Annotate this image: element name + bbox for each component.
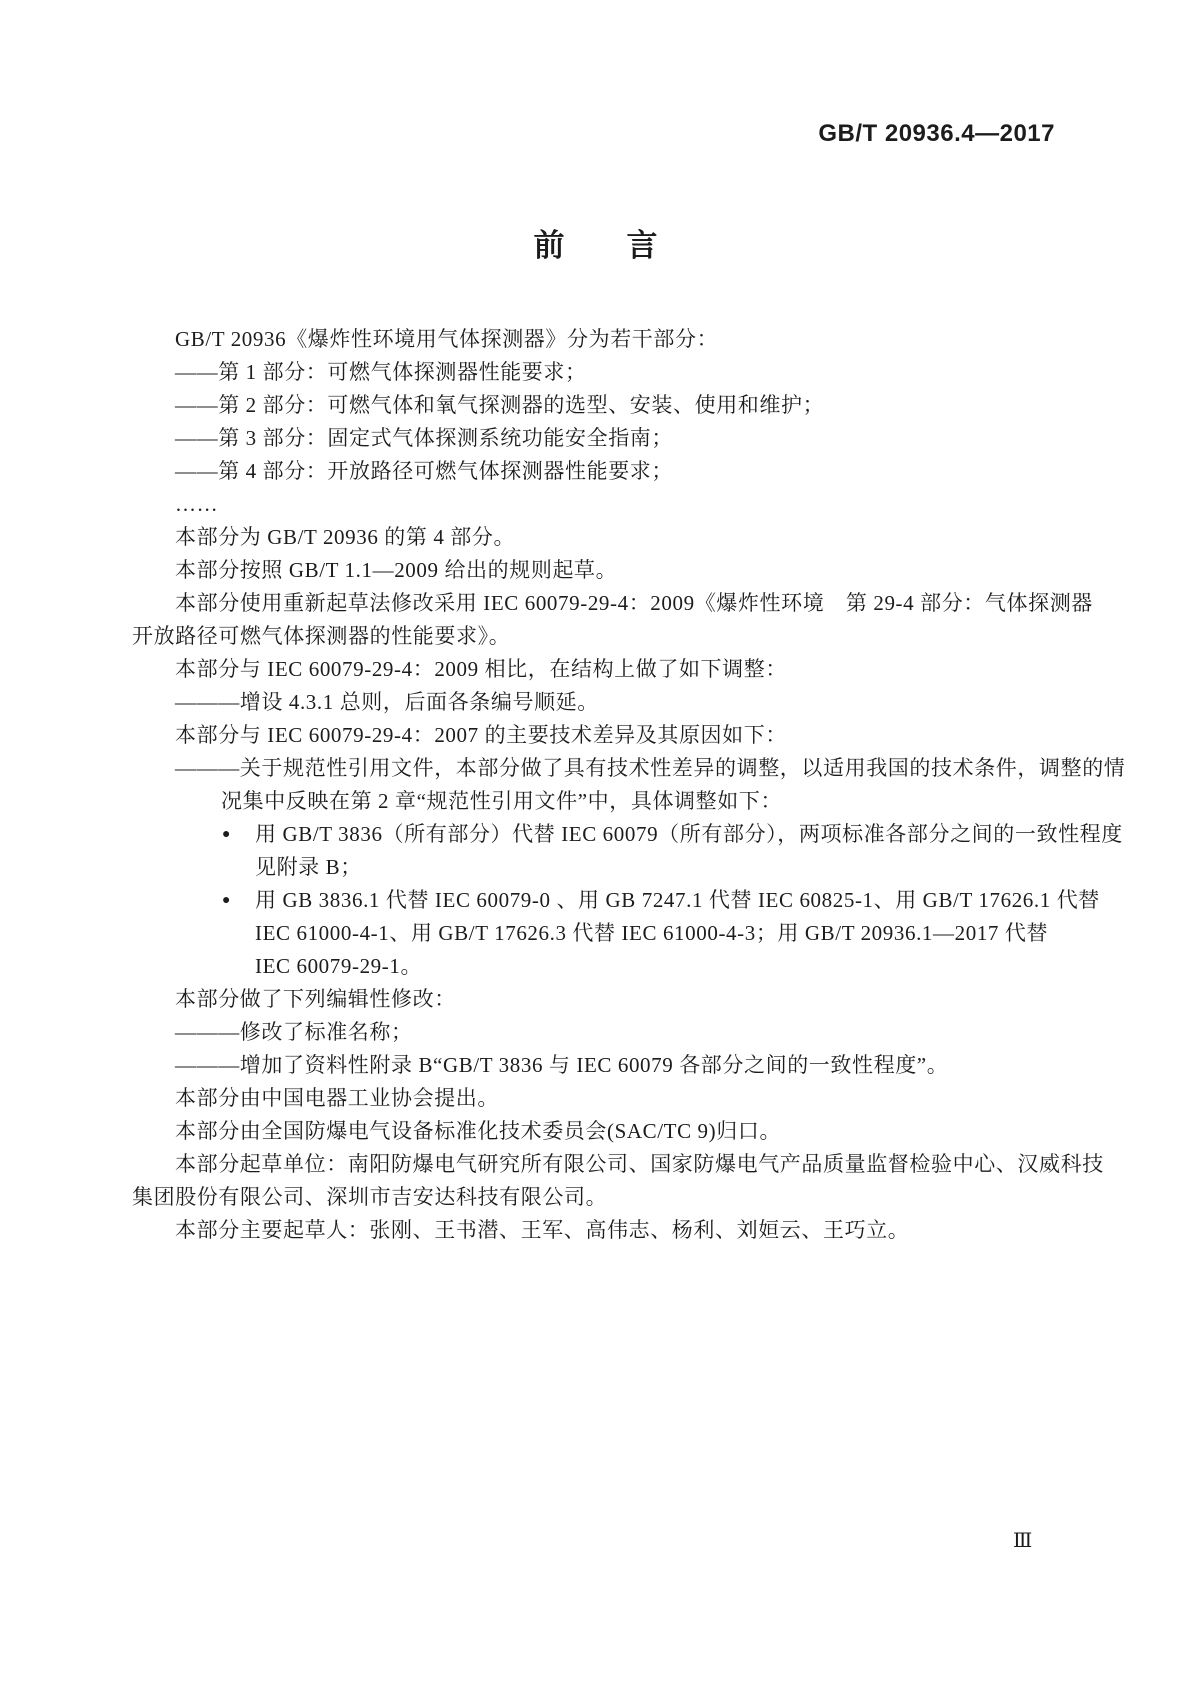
foreword-line: ———关于规范性引用文件，本部分做了具有技术性差异的调整，以适用我国的技术条件，调整的情 [175,756,1126,780]
foreword-line: 本部分由中国电器工业协会提出。 [175,1086,499,1110]
foreword-line: 本部分按照 GB/T 1.1—2009 给出的规则起草。 [175,558,618,582]
foreword-line: 本部分主要起草人：张刚、王书潜、王军、高伟志、杨利、刘姮云、王巧立。 [175,1218,910,1242]
foreword-line: 本部分使用重新起草法修改采用 IEC 60079-29-4：2009《爆炸性环境 第 29-4 部分：气体探测器 [175,591,1093,615]
foreword-line: 用 GB/T 3836（所有部分）代替 IEC 60079（所有部分），两项标准各部分之间的一致性程度 [255,822,1123,846]
foreword-line: 用 GB 3836.1 代替 IEC 60079-0 、用 GB 7247.1 代替 IEC 60825-1、用 GB/T 17626.1 代替 [255,888,1100,912]
foreword-line: ——第 1 部分：可燃气体探测器性能要求； [175,360,587,384]
foreword-line: 本部分与 IEC 60079-29-4：2007 的主要技术差异及其原因如下： [175,723,787,747]
page-number: Ⅲ [1013,1530,1034,1552]
foreword-line: 集团股份有限公司、深圳市吉安达科技有限公司。 [132,1185,608,1209]
foreword-body [132,323,1126,1247]
bullet-icon: ● [222,893,232,908]
foreword-line: 见附录 B； [255,855,362,879]
foreword-line: ——第 3 部分：固定式气体探测系统功能安全指南； [175,426,673,450]
foreword-line: ——第 4 部分：开放路径可燃气体探测器性能要求； [175,459,673,483]
foreword-title: 前 言 [533,228,658,263]
foreword-line: ———修改了标准名称； [175,1020,413,1044]
foreword-line: 本部分与 IEC 60079-29-4：2009 相比，在结构上做了如下调整： [175,657,787,681]
foreword-line: ———增加了资料性附录 B“GB/T 3836 与 IEC 60079 各部分之间的一致性程度”。 [175,1053,949,1077]
foreword-list-item [132,818,1123,851]
foreword-line: 本部分为 GB/T 20936 的第 4 部分。 [175,525,516,549]
foreword-line: 况集中反映在第 2 章“规范性引用文件”中，具体调整如下： [221,789,783,813]
standard-number: GB/T 20936.4—2017 [818,120,1055,147]
foreword-line: …… [175,492,219,516]
foreword-line: 本部分由全国防爆电气设备标准化技术委员会(SAC/TC 9)归口。 [175,1119,782,1143]
foreword-list-item [132,884,1105,917]
foreword-line: 本部分起草单位：南阳防爆电气研究所有限公司、国家防爆电气产品质量监督检验中心、汉威科技 [175,1152,1104,1176]
foreword-line: IEC 61000-4-1、用 GB/T 17626.3 代替 IEC 61000-4-3；用 GB/T 20936.1—2017 代替 [255,921,1049,945]
foreword-line: GB/T 20936《爆炸性环境用气体探测器》分为若干部分： [175,327,719,351]
foreword-line: IEC 60079-29-1。 [255,954,423,978]
foreword-line: ——第 2 部分：可燃气体和氧气探测器的选型、安装、使用和维护； [175,393,825,417]
bullet-icon: ● [222,827,232,842]
foreword-line: ———增设 4.3.1 总则，后面各条编号顺延。 [175,690,599,714]
foreword-line: 开放路径可燃气体探测器的性能要求》。 [132,624,511,648]
foreword-line: 本部分做了下列编辑性修改： [175,987,456,1011]
